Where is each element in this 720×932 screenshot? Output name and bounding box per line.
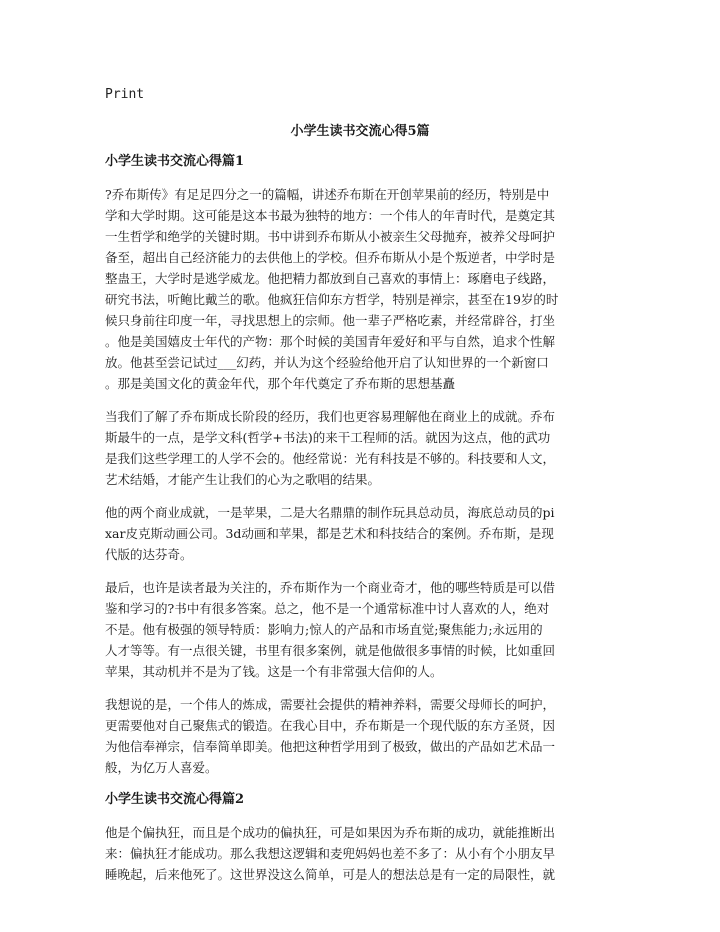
text-line: 。那是美国文化的黄金年代，那个年代奠定了乔布斯的思想基矗 <box>105 376 456 391</box>
section-heading: 小学生读书交流心得篇2 <box>105 792 245 807</box>
text-line: 斯最牛的一点，是学文科(哲学+书法)的来干工程师的活。就因为这点，他的武功 <box>105 430 551 445</box>
text-line: 最后，也许是读者最为关注的，乔布斯作为一个商业奇才，他的哪些特质是可以借 <box>105 580 556 595</box>
text-line: xar皮克斯动画公司。3d动画和苹果，都是艺术和科技结合的案例。乔布斯，是现 <box>105 526 554 541</box>
paragraph <box>105 577 615 682</box>
print-label[interactable]: Print <box>105 87 145 102</box>
text-line: 研究书法，听鲍比戴兰的歌。他疯狂信仰东方哲学，特别是禅宗，甚至在19岁的时 <box>105 292 559 307</box>
text-line: 我想说的是，一个伟人的炼成，需要社会提供的精神养料，需要父母师长的呵护， <box>105 697 556 712</box>
text-line: 候只身前往印度一年，寻找思想上的宗师。他一辈子严格吃素，并经常辟谷，打坐 <box>105 313 556 328</box>
text-line: 艺术结婚，才能产生让我们的心为之歌唱的结果。 <box>105 472 381 487</box>
text-line: 当我们了解了乔布斯成长阶段的经历，我们也更容易理解他在商业上的成就。乔布 <box>105 409 556 424</box>
text-line: 备至，超出自己经济能力的去供他上的学校。但乔布斯从小是个叛逆者，中学时是 <box>105 250 556 265</box>
text-line: 他是个偏执狂，而且是个成功的偏执狂，可是如果因为乔布斯的成功，就能推断出 <box>105 825 556 840</box>
text-line: 人才等等。有一点很关键，书里有很多案例，就是他做很多事情的时候，比如重回 <box>105 643 556 658</box>
text-line: 整蛊王，大学时是逃学威龙。他把精力都放到自己喜欢的事情上：琢磨电子线路， <box>105 271 556 286</box>
paragraph <box>105 184 615 394</box>
text-line: 为他信奉禅宗，信奉简单即美。他把这种哲学用到了极致，做出的产品如艺术品一 <box>105 739 556 754</box>
text-line: 不是。他有极强的领导特质：影响力;惊人的产品和市场直觉;聚焦能力;永远用的 <box>105 622 543 637</box>
paragraph <box>105 694 615 778</box>
text-line: 学和大学时期。这可能是这本书最为独特的地方：一个伟人的年青时代，是奠定其 <box>105 208 556 223</box>
text-line: 代版的达芬奇。 <box>105 547 193 562</box>
text-line: 是我们这些学理工的人学不会的。他经常说：光有科技是不够的。科技要和人文， <box>105 451 556 466</box>
text-line: 更需要他对自己聚焦式的锻造。在我心目中，乔布斯是一个现代版的东方圣贤，因 <box>105 718 556 733</box>
paragraph <box>105 822 615 885</box>
text-line: 他的两个商业成就，一是苹果，二是大名鼎鼎的制作玩具总动员，海底总动员的pi <box>105 505 555 520</box>
text-line: ?乔布斯传》有足足四分之一的篇幅，讲述乔布斯在开创苹果前的经历，特别是中 <box>105 187 550 202</box>
text-line: 放。他甚至尝记试过___幻药，并认为这个经验给他开启了认知世界的一个新窗口 <box>105 355 549 370</box>
text-line: 苹果，其动机并不是为了钱。这是一个有非常强大信仰的人。 <box>105 664 443 679</box>
paragraph <box>105 502 615 565</box>
text-line: 般，为亿万人喜爱。 <box>105 760 218 775</box>
paragraph <box>105 406 615 490</box>
text-line: 睡晚起，后来他死了。这世界没这么简单，可是人的想法总是有一定的局限性，就 <box>105 867 556 882</box>
section-heading: 小学生读书交流心得篇1 <box>105 154 245 169</box>
document-body <box>105 152 615 897</box>
text-line: 一生哲学和绝学的关键时期。书中讲到乔布斯从小被亲生父母抛弃，被养父母呵护 <box>105 229 556 244</box>
text-line: 来：偏执狂才能成功。那么我想这逻辑和麦兜妈妈也差不多了：从小有个小朋友早 <box>105 846 556 861</box>
text-line: 鉴和学习的?书中有很多答案。总之，他不是一个通常标准中讨人喜欢的人，绝对 <box>105 601 550 616</box>
document-title: 小学生读书交流心得5篇 <box>290 124 430 139</box>
text-line: 。他是美国嬉皮士年代的产物：那个时候的美国青年爱好和平与自然，追求个性解 <box>105 334 556 349</box>
